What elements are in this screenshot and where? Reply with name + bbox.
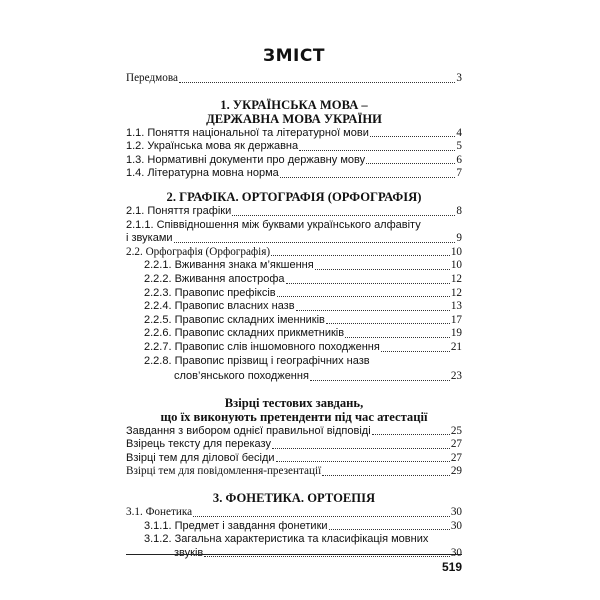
toc-entry-label: Завдання з вибором однієї правильної відповіді [126, 424, 371, 437]
toc-entry-label-line2: звуків [174, 546, 204, 559]
dot-leader [366, 163, 455, 164]
toc-entry [126, 259, 462, 273]
toc-entry-label: 2.2.7. Правопис слів іншомовного походження [144, 340, 380, 353]
toc-entry-page: 23 [450, 370, 462, 383]
toc-entry-page: 13 [450, 300, 462, 313]
section-3-heading: 3. ФОНЕТИКА. ОРТОЕПІЯ [212, 491, 376, 506]
dot-leader [381, 351, 450, 352]
toc-entry [126, 452, 462, 466]
tests-heading-line1: Взірці тестових завдань, [224, 395, 364, 410]
toc-entry [126, 425, 462, 439]
toc-entry-page: 17 [450, 313, 462, 326]
toc-entry [126, 167, 462, 181]
toc-entry-page: 30 [450, 519, 462, 532]
toc-entry-label-line2: і звуками [126, 232, 173, 245]
toc-entry [126, 520, 462, 534]
toc-entry-label: 1.4. Літературна мовна норма [126, 167, 279, 180]
dot-leader [315, 269, 450, 270]
toc-entry [126, 341, 462, 355]
toc-entry-label: Взірці тем для ділової бесіди [126, 451, 275, 464]
dot-leader [326, 323, 450, 324]
toc-entry-page: 12 [450, 286, 462, 299]
dot-leader [272, 448, 450, 449]
dot-leader [204, 556, 450, 557]
toc-entry-label-line2: слов’янського походження [174, 370, 309, 383]
toc-entry-preface [126, 72, 462, 86]
toc-entry-label: Передмова [126, 72, 178, 84]
toc-entry-page: 30 [450, 506, 462, 519]
toc-entry-page: 19 [450, 327, 462, 340]
toc-entry-label-line1: 2.2.8. Правопис прізвищ і географічних назв [144, 354, 370, 367]
toc-entry-page: 9 [456, 232, 462, 245]
toc-entry [126, 506, 462, 520]
dot-leader [370, 136, 456, 137]
toc-entry-page: 6 [456, 153, 462, 166]
toc-entry-label: 2.1. Поняття графіки [126, 204, 232, 217]
page-title: ЗМІСТ [263, 46, 325, 66]
toc-entry-page: 12 [450, 272, 462, 285]
toc-entry-label-line1: 3.1.2. Загальна характеристика та класифікація мовних [144, 533, 429, 546]
toc-entry [126, 465, 462, 479]
toc-entry-page: 10 [450, 259, 462, 272]
toc-entry-page: 25 [450, 424, 462, 437]
tests-section-heading [126, 396, 462, 424]
toc-entry [126, 273, 462, 287]
table-of-contents [126, 46, 462, 560]
dot-leader [179, 82, 455, 83]
dot-leader [280, 177, 456, 178]
dot-leader [271, 255, 450, 256]
toc-entry-page: 3 [456, 72, 462, 84]
toc-entry [126, 140, 462, 154]
dot-leader [329, 529, 450, 530]
tests-heading-line2: що їх виконують претенденти під час атестації [160, 409, 428, 424]
toc-entry [126, 300, 462, 314]
section-2-heading: 2. ГРАФІКА. ОРТОГРАФІЯ (ОРФОГРАФІЯ) [166, 189, 422, 204]
page-number: 519 [441, 560, 462, 574]
toc-entry [126, 246, 462, 260]
toc-entry [126, 314, 462, 328]
dot-leader [345, 337, 450, 338]
section-1-heading-line2: ДЕРЖАВНА МОВА УКРАЇНИ [206, 111, 382, 126]
dot-leader [277, 296, 450, 297]
section-1-heading-line1: 1. УКРАЇНСЬКА МОВА – [220, 97, 368, 112]
toc-entry-multiline [126, 533, 462, 560]
toc-entry [126, 287, 462, 301]
toc-entry-page: 30 [450, 546, 462, 559]
section-1-heading [126, 98, 462, 126]
toc-entry [126, 154, 462, 168]
dot-leader [322, 475, 450, 476]
dot-leader [372, 434, 450, 435]
toc-entry-multiline [126, 219, 462, 246]
toc-entry-page: 27 [450, 451, 462, 464]
toc-entry-page: 7 [456, 167, 462, 180]
toc-entry-label-line1: 2.1.1. Співвідношення між буквами українського алфавіту [126, 218, 421, 231]
toc-entry [126, 127, 462, 141]
toc-entry-page: 5 [456, 140, 462, 153]
toc-entry-label: 3.1. Фонетика [126, 506, 193, 519]
toc-entry-label: 3.1.1. Предмет і завдання фонетики [144, 519, 328, 532]
dot-leader [276, 461, 450, 462]
toc-entry-label: Взірці тем для повідомлення-презентації [126, 465, 322, 478]
dot-leader [286, 283, 450, 284]
toc-entry-page: 4 [456, 126, 462, 139]
dot-leader [193, 516, 450, 517]
toc-entry-label: 1.2. Українська мова як державна [126, 140, 299, 153]
toc-entry-label: 2.2. Орфографія (Орфографія) [126, 245, 271, 258]
toc-entry-page: 21 [450, 340, 462, 353]
toc-entry-page: 8 [456, 204, 462, 217]
dot-leader [174, 242, 456, 243]
toc-entry-page: 27 [450, 438, 462, 451]
toc-entry-multiline [126, 355, 462, 384]
dot-leader [299, 150, 455, 151]
dot-leader [232, 215, 455, 216]
toc-entry-label: 2.2.5. Правопис складних іменників [144, 313, 325, 326]
toc-entry [126, 205, 462, 219]
toc-entry-label: 2.2.6. Правопис складних прикметників [144, 327, 345, 340]
dot-leader [310, 380, 450, 381]
toc-entry-page: 10 [450, 245, 462, 258]
toc-entry [126, 327, 462, 341]
toc-entry-label: 2.2.4. Правопис власних назв [144, 300, 295, 313]
footer-rule [126, 554, 462, 555]
toc-entry-label: 2.2.1. Вживання знака м’якшення [144, 259, 314, 272]
toc-entry [126, 438, 462, 452]
toc-entry-label: 1.3. Нормативні документи про державну мову [126, 153, 366, 166]
toc-entry-page: 29 [450, 465, 462, 478]
toc-entry-label: 2.2.3. Правопис префіксів [144, 286, 276, 299]
toc-entry-label: Взірець тексту для переказу [126, 438, 271, 451]
toc-entry-label: 2.2.2. Вживання апострофа [144, 272, 285, 285]
dot-leader [296, 310, 450, 311]
toc-entry-label: 1.1. Поняття національної та літературної мови [126, 126, 369, 139]
